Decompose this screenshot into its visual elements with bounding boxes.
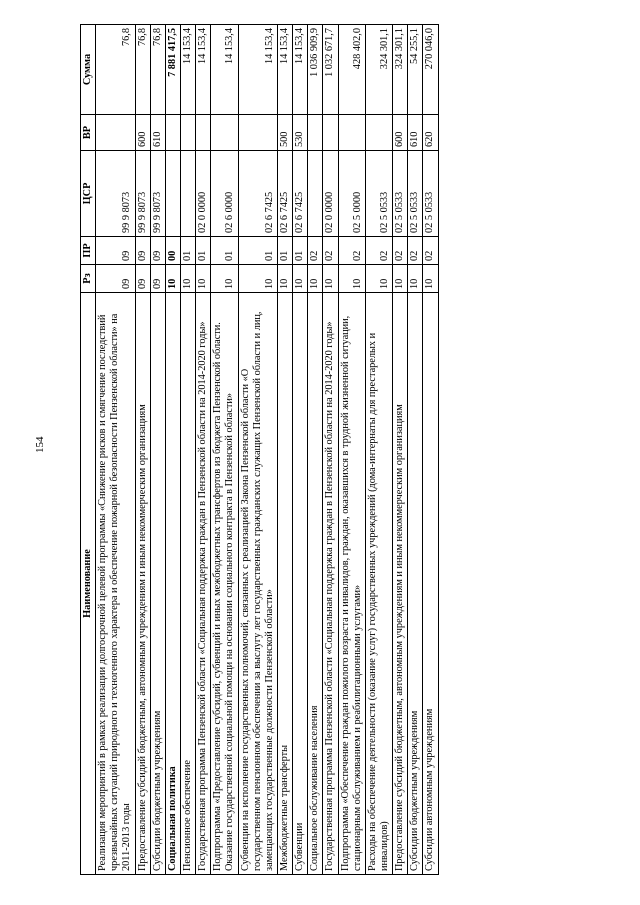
header-pr: ПР <box>81 237 96 265</box>
table-row <box>277 25 292 875</box>
table-row <box>365 25 392 875</box>
cell-sum: 54 255,1 <box>408 25 423 115</box>
cell-sum: 324 301,1 <box>393 25 408 115</box>
cell-rz: 09 <box>96 265 135 293</box>
cell-csr: 02 5 0533 <box>365 151 392 237</box>
header-sum: Сумма <box>81 25 96 115</box>
cell-vr <box>180 115 195 151</box>
rotated-table-container <box>80 25 530 875</box>
cell-csr: 02 6 7425 <box>293 151 308 237</box>
cell-vr: 620 <box>423 115 438 151</box>
cell-vr <box>308 115 323 151</box>
cell-pr: 02 <box>323 237 338 265</box>
cell-sum: 14 153,4 <box>277 25 292 115</box>
cell-vr <box>211 115 238 151</box>
cell-vr <box>165 115 180 151</box>
cell-vr: 500 <box>277 115 292 151</box>
table-row <box>96 25 135 875</box>
page-number: 154 <box>34 436 46 453</box>
cell-vr: 530 <box>293 115 308 151</box>
table-row <box>338 25 365 875</box>
cell-sum: 324 301,1 <box>365 25 392 115</box>
table-row <box>293 25 308 875</box>
cell-sum: 428 402,0 <box>338 25 365 115</box>
cell-rz: 10 <box>408 265 423 293</box>
cell-vr: 600 <box>135 115 150 151</box>
cell-vr <box>238 115 277 151</box>
table-row <box>211 25 238 875</box>
cell-vr: 600 <box>393 115 408 151</box>
cell-sum: 1 036 909,9 <box>308 25 323 115</box>
cell-pr: 02 <box>423 237 438 265</box>
cell-pr: 00 <box>165 237 180 265</box>
cell-csr: 02 0 0000 <box>196 151 211 237</box>
cell-sum: 14 153,4 <box>238 25 277 115</box>
cell-name: Межбюджетные трансферты <box>277 293 292 875</box>
table-row <box>135 25 150 875</box>
cell-rz: 10 <box>423 265 438 293</box>
cell-csr: 02 6 7425 <box>238 151 277 237</box>
table-row <box>238 25 277 875</box>
cell-rz: 10 <box>323 265 338 293</box>
cell-name: Социальное обслуживание населения <box>308 293 323 875</box>
cell-pr: 01 <box>211 237 238 265</box>
cell-pr: 09 <box>135 237 150 265</box>
cell-name: Пенсионное обеспечение <box>180 293 195 875</box>
cell-vr <box>196 115 211 151</box>
cell-pr: 02 <box>393 237 408 265</box>
cell-rz: 10 <box>277 265 292 293</box>
cell-sum: 76,8 <box>96 25 135 115</box>
cell-name: Субсидии автономным учреждениям <box>423 293 438 875</box>
cell-pr: 01 <box>277 237 292 265</box>
cell-rz: 10 <box>338 265 365 293</box>
budget-table <box>80 24 439 875</box>
cell-pr: 01 <box>196 237 211 265</box>
cell-csr: 02 0 0000 <box>323 151 338 237</box>
table-row <box>393 25 408 875</box>
cell-rz: 10 <box>211 265 238 293</box>
table-header-row <box>81 25 96 875</box>
cell-name: Субсидии бюджетным учреждениям <box>408 293 423 875</box>
cell-pr: 02 <box>408 237 423 265</box>
cell-csr <box>180 151 195 237</box>
cell-sum: 14 153,4 <box>293 25 308 115</box>
cell-vr <box>323 115 338 151</box>
cell-csr: 02 6 7425 <box>277 151 292 237</box>
table-body <box>96 25 438 875</box>
cell-name: Предоставление субсидий бюджетным, автономным учреждениям и иным некоммерческим организациям <box>135 293 150 875</box>
header-csr: ЦСР <box>81 151 96 237</box>
cell-sum: 76,8 <box>135 25 150 115</box>
cell-pr: 09 <box>96 237 135 265</box>
cell-rz: 10 <box>365 265 392 293</box>
cell-pr: 01 <box>293 237 308 265</box>
cell-csr: 99 9 8073 <box>150 151 165 237</box>
cell-rz: 09 <box>135 265 150 293</box>
cell-csr: 02 5 0533 <box>423 151 438 237</box>
cell-sum: 7 881 417,5 <box>165 25 180 115</box>
cell-vr <box>365 115 392 151</box>
table-row <box>408 25 423 875</box>
cell-pr: 02 <box>338 237 365 265</box>
cell-rz: 10 <box>238 265 277 293</box>
cell-pr: 02 <box>308 237 323 265</box>
cell-vr <box>338 115 365 151</box>
cell-name: Государственная программа Пензенской области «Социальная поддержка граждан в Пензенской области на 2014-2020 годы» <box>196 293 211 875</box>
cell-sum: 14 153,4 <box>196 25 211 115</box>
header-vr: ВР <box>81 115 96 151</box>
cell-rz: 09 <box>150 265 165 293</box>
cell-name: Государственная программа Пензенской области «Социальная поддержка граждан в Пензенской области на 2014-2020 годы» <box>323 293 338 875</box>
cell-csr: 99 9 8073 <box>135 151 150 237</box>
cell-pr: 01 <box>180 237 195 265</box>
table-row <box>308 25 323 875</box>
cell-name: Субсидии бюджетным учреждениям <box>150 293 165 875</box>
cell-csr: 99 9 8073 <box>96 151 135 237</box>
cell-pr: 02 <box>365 237 392 265</box>
cell-csr: 02 5 0533 <box>408 151 423 237</box>
cell-pr: 09 <box>150 237 165 265</box>
cell-rz: 10 <box>165 265 180 293</box>
cell-csr <box>165 151 180 237</box>
cell-csr <box>308 151 323 237</box>
cell-name: Подпрограмма «Обеспечение граждан пожилого возраста и инвалидов, граждан, оказавшихся в трудной жизненной ситуации, стационарным обслуживанием и реабилитационными услугами» <box>338 293 365 875</box>
cell-vr: 610 <box>408 115 423 151</box>
header-rz: Рз <box>81 265 96 293</box>
cell-csr: 02 6 0000 <box>211 151 238 237</box>
table-row <box>196 25 211 875</box>
cell-sum: 76,8 <box>150 25 165 115</box>
cell-name: Предоставление субсидий бюджетным, автономным учреждениям и иным некоммерческим организациям <box>393 293 408 875</box>
cell-name: Подпрограмма «Предоставление субсидий, субвенций и иных межбюджетных трансфертов из бюджета Пензенской области. Оказание государственной социальной помощи на основании социального контракта в Пензенской области» <box>211 293 238 875</box>
table-row <box>180 25 195 875</box>
cell-name: Реализация мероприятий в рамках реализации долгосрочной целевой программы «Снижение рисков и смягчение последствий чрезвычайных ситуаций природного и техногенного характера и обеспечение пожарной безопасности Пензенской области» на 2011-2013 годы <box>96 293 135 875</box>
cell-rz: 10 <box>180 265 195 293</box>
cell-vr: 610 <box>150 115 165 151</box>
cell-rz: 10 <box>308 265 323 293</box>
table-row <box>165 25 180 875</box>
cell-name: Расходы на обеспечение деятельности (оказание услуг) государственных учреждений (дома-интернаты для престарелых и инвалидов) <box>365 293 392 875</box>
cell-csr: 02 5 0000 <box>338 151 365 237</box>
table-row <box>150 25 165 875</box>
cell-sum: 1 032 671,7 <box>323 25 338 115</box>
cell-sum: 270 046,0 <box>423 25 438 115</box>
header-name: Наименование <box>81 293 96 875</box>
cell-vr <box>96 115 135 151</box>
cell-rz: 10 <box>196 265 211 293</box>
cell-pr: 01 <box>238 237 277 265</box>
cell-csr: 02 5 0533 <box>393 151 408 237</box>
cell-name: Субвенции на исполнение государственных полномочий, связанных с реализацией Закона Пензенской области «О государственном пенсионном обеспечении за выслугу лет государственных гражданских служащих Пензенской области и лиц, замещающих государственные должности Пензенской области» <box>238 293 277 875</box>
cell-rz: 10 <box>393 265 408 293</box>
cell-rz: 10 <box>293 265 308 293</box>
cell-name: Социальная политика <box>165 293 180 875</box>
table-row <box>323 25 338 875</box>
cell-name: Субвенции <box>293 293 308 875</box>
cell-sum: 14 153,4 <box>180 25 195 115</box>
cell-sum: 14 153,4 <box>211 25 238 115</box>
table-row <box>423 25 438 875</box>
